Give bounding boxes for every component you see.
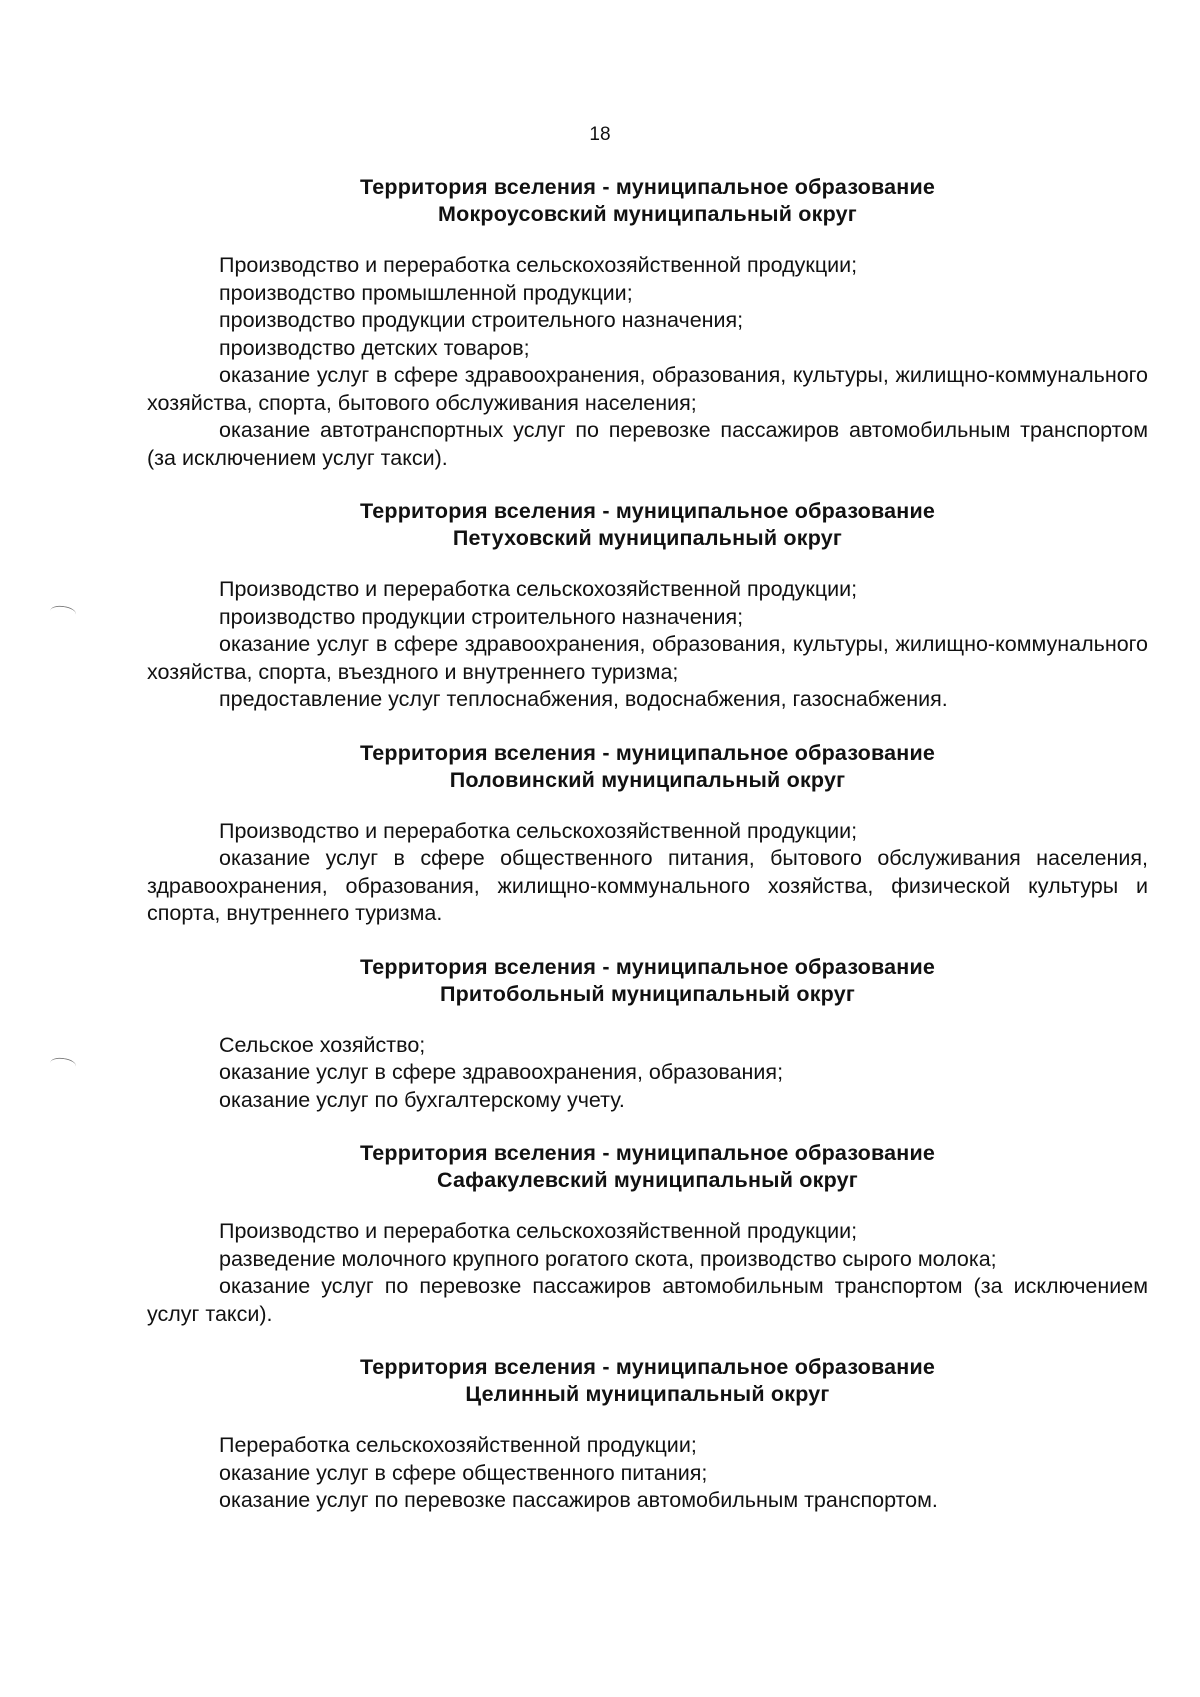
section-heading <box>147 1140 1148 1194</box>
list-item: производство детских товаров; <box>219 335 530 360</box>
section-mokrousovsky <box>147 174 1148 472</box>
section-pritobolny <box>147 954 1148 1115</box>
list-item: Производство и переработка сельскохозяйственной продукции; <box>219 818 858 843</box>
page-number: 18 <box>589 124 611 145</box>
heading-line-1: Территория вселения - муниципальное образование <box>359 740 936 765</box>
section-heading <box>147 1354 1148 1408</box>
list-item: производство продукции строительного назначения; <box>219 604 744 629</box>
section-heading <box>147 498 1148 552</box>
list-item: оказание автотранспортных услуг по перевозке пассажиров автомобильным транспортом (за исключением услуг такси). <box>147 418 1148 470</box>
scan-mark <box>49 1056 77 1072</box>
list-item: Производство и переработка сельскохозяйственной продукции; <box>219 253 858 277</box>
list-item: предоставление услуг теплоснабжения, водоснабжения, газоснабжения. <box>219 687 948 711</box>
heading-line-2: Половинский муниципальный округ <box>449 767 846 792</box>
heading-line-1: Территория вселения - муниципальное образование <box>359 1141 936 1165</box>
section-safakulevsky <box>147 1140 1148 1328</box>
list-item: оказание услуг по бухгалтерскому учету. <box>219 1087 625 1112</box>
list-item: оказание услуг по перевозке пассажиров автомобильным транспортом (за исключением услуг такси). <box>147 1274 1148 1326</box>
list-item: разведение молочного крупного рогатого скота, производство сырого молока; <box>219 1246 997 1271</box>
heading-line-1: Территория вселения - муниципальное образование <box>359 175 936 199</box>
list-item: Производство и переработка сельскохозяйственной продукции; <box>219 577 858 601</box>
section-heading <box>147 954 1148 1008</box>
section-petukhovsky <box>147 498 1148 714</box>
section-heading <box>147 174 1148 228</box>
list-item: производство промышленной продукции; <box>219 280 633 305</box>
heading-line-1: Территория вселения - муниципальное образование <box>359 954 936 979</box>
list-item: оказание услуг в сфере здравоохранения, образования; <box>219 1060 784 1084</box>
list-item: Производство и переработка сельскохозяйственной продукции; <box>219 1219 858 1243</box>
heading-line-2: Петуховский муниципальный округ <box>452 526 843 550</box>
list-item: производство продукции строительного назначения; <box>219 308 744 332</box>
document-body <box>147 174 1148 1541</box>
list-item: оказание услуг в сфере здравоохранения, образования, культуры, жилищно-коммунального хозяйства, спорта, бытового обслуживания населения; <box>147 363 1148 415</box>
heading-line-2: Сафакулевский муниципальный округ <box>437 1168 858 1192</box>
list-item: Переработка сельскохозяйственной продукции; <box>219 1433 697 1457</box>
list-item: оказание услуг в сфере общественного питания; <box>219 1460 708 1485</box>
list-item: оказание услуг в сфере здравоохранения, образования, культуры, жилищно-коммунального хозяйства, спорта, въездного и внутреннего туризма; <box>147 632 1148 684</box>
list-item: оказание услуг по перевозке пассажиров автомобильным транспортом. <box>219 1488 938 1512</box>
list-item: оказание услуг в сфере общественного питания, бытового обслуживания населения, здравоохранения, образования, жилищно-коммунального хозяйства, физической культуры и спорта, внутреннего туризма. <box>147 846 1148 925</box>
section-heading <box>147 740 1148 794</box>
heading-line-1: Территория вселения - муниципальное образование <box>359 1355 936 1379</box>
section-polovinsky <box>147 740 1148 928</box>
section-tselinny <box>147 1354 1148 1515</box>
heading-line-2: Целинный муниципальный округ <box>465 1382 830 1406</box>
list-item: Сельское хозяйство; <box>219 1032 426 1057</box>
heading-line-1: Территория вселения - муниципальное образование <box>359 499 936 523</box>
heading-line-2: Мокроусовский муниципальный округ <box>438 202 857 226</box>
scan-mark <box>49 604 77 620</box>
heading-line-2: Притобольный муниципальный округ <box>439 981 856 1006</box>
